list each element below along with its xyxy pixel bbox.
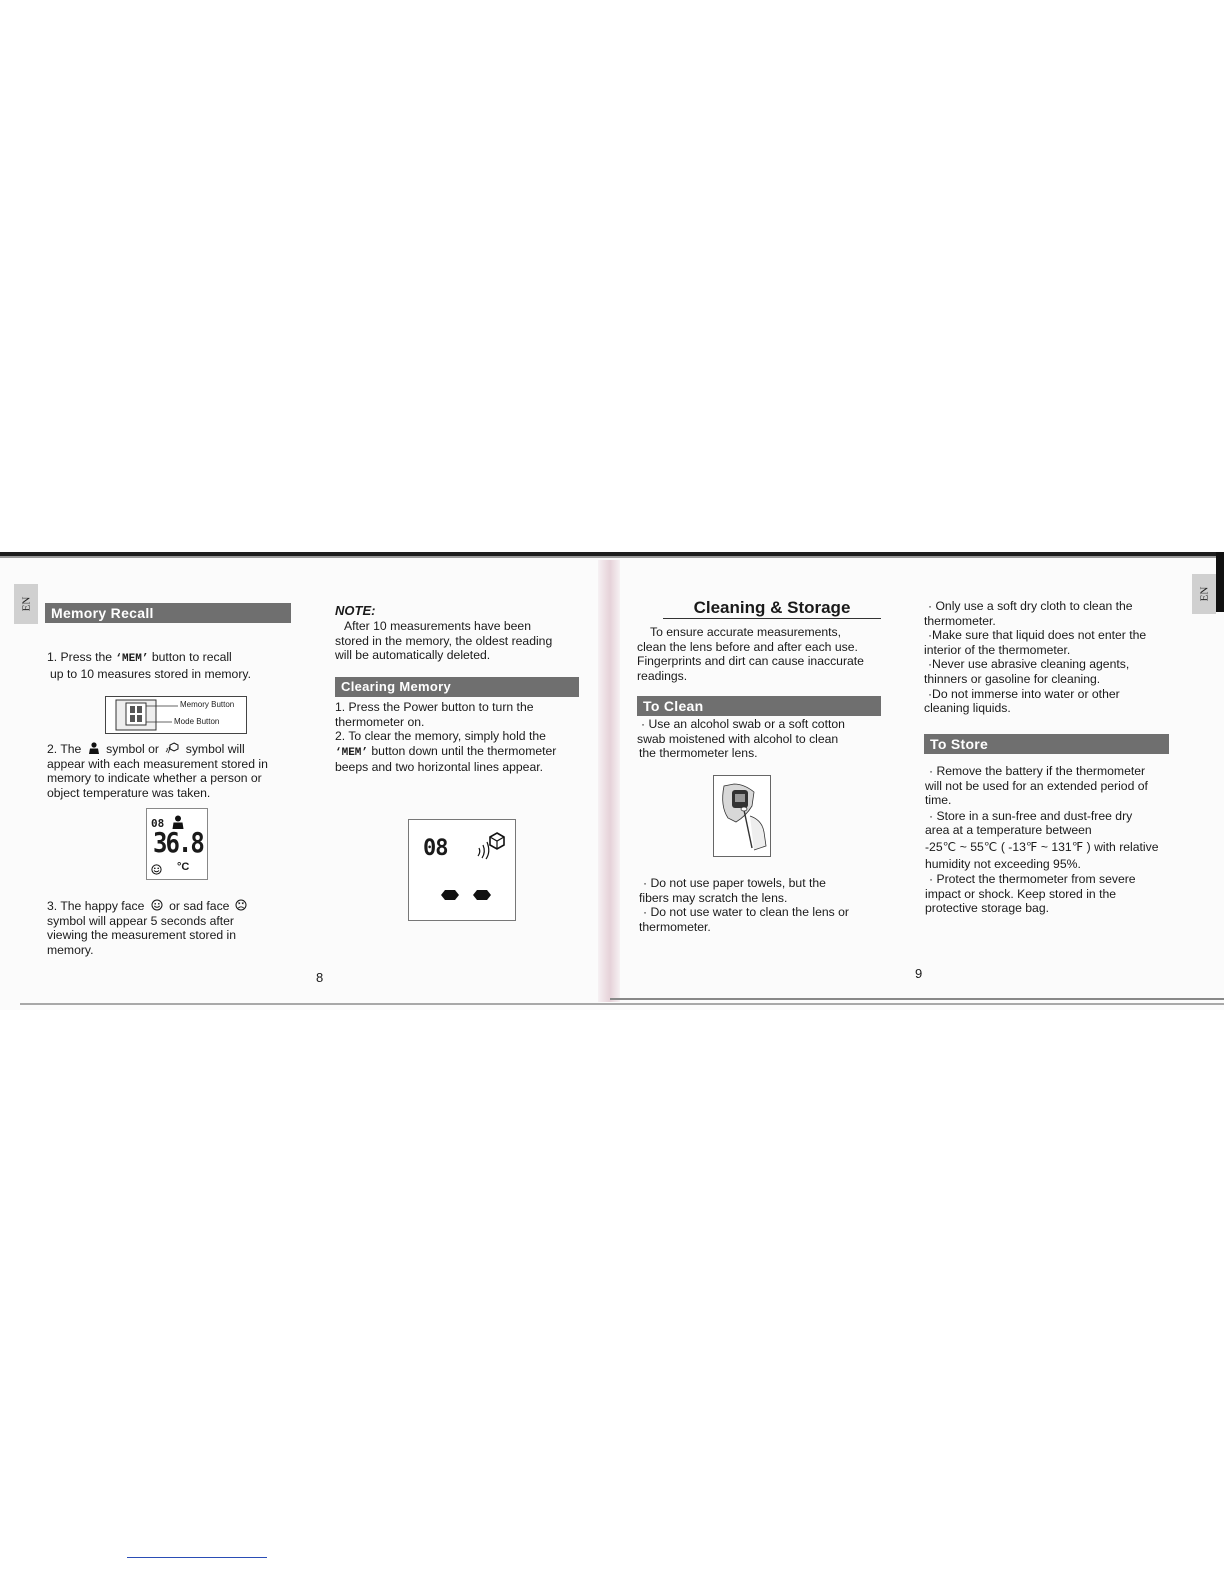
cbullet-line-7: ·Do not immerse into water or other: [928, 686, 1120, 701]
intro-line-4: readings.: [637, 668, 688, 683]
store-line-5: area at a temperature between: [925, 823, 1092, 838]
store-line-4: · Store in a sun-free and dust-free dry: [929, 808, 1133, 823]
lcd-happy-face-icon: [151, 864, 162, 875]
button-diagram: [105, 696, 247, 734]
page-bottom-edge: [20, 1003, 1224, 1005]
cbullet-line-3: ·Make sure that liquid does not enter the: [928, 628, 1147, 643]
memory-button-label: Memory Button: [180, 700, 235, 709]
lcd-display-reading: [146, 808, 208, 880]
cleaning-bullets: [924, 599, 1192, 716]
right-edge-strip: [1216, 552, 1224, 612]
page-number-right: 9: [915, 966, 923, 981]
to-clean-warnings: [639, 876, 909, 934]
intro-line-1: To ensure accurate measurements,: [650, 625, 842, 639]
step3-text-d: viewing the measurement stored in: [47, 928, 237, 943]
warn-line-3: · Do not use water to clean the lens or: [643, 905, 849, 920]
step2-text-d: appear with each measurement stored in: [47, 756, 268, 771]
page-bottom-edge-right: [610, 998, 1224, 1000]
person-icon: [88, 742, 100, 754]
step3-text-b: or sad face: [169, 899, 230, 913]
to-clean-body: [637, 717, 907, 761]
clean-line-1: · Use an alcohol swab or a soft cotton: [641, 717, 845, 731]
page-number-left: 8: [316, 970, 324, 985]
memory-recall-step2: [47, 742, 307, 800]
to-store-heading: To Store: [924, 734, 1169, 754]
store-line-7: humidity not exceeding 95%.: [925, 856, 1081, 871]
clear-line-4: button down until the thermometer: [368, 743, 557, 758]
cleaning-storage-title: Cleaning & Storage: [693, 598, 851, 617]
happy-face-icon: [151, 899, 163, 911]
cbullet-line-8: cleaning liquids.: [924, 701, 1011, 716]
clear-line-2: thermometer on.: [335, 714, 425, 729]
language-tab-left: [14, 584, 38, 624]
to-clean-heading: To Clean: [637, 696, 881, 716]
clear-line-1: 1. Press the Power button to turn the: [335, 700, 534, 714]
clear-line-5: beeps and two horizontal lines appear.: [335, 760, 544, 775]
mode-button-label: Mode Button: [174, 717, 220, 726]
intro-line-3: Fingerprints and dirt can cause inaccurate: [637, 654, 864, 669]
store-line-10: protective storage bag.: [925, 901, 1049, 916]
step2-text-f: object temperature was taken.: [47, 785, 211, 800]
clear-mem-label: ‘MEM’: [335, 746, 369, 759]
lcd-mem-indicator: 08: [151, 817, 165, 830]
store-line-6: -25℃ ~ 55℃ ( -13℉ ~ 131℉ ) with relative: [925, 839, 1159, 854]
clean-line-3: the thermometer lens.: [639, 746, 758, 761]
clear-line-3: 2. To clear the memory, simply hold the: [335, 729, 546, 744]
step1-text-c: up to 10 measures stored in memory.: [50, 666, 251, 681]
lcd-dash-lines-icon: [439, 888, 509, 902]
lcd-object-icon: [475, 830, 507, 860]
page-top-shadow: [0, 556, 1224, 558]
note-body: [335, 619, 595, 663]
language-tab-right-label: EN: [1197, 586, 1210, 602]
object-icon: [165, 742, 179, 754]
step2-text-c: symbol will: [185, 742, 245, 756]
step3-text-c: symbol will appear 5 seconds after: [47, 913, 234, 928]
clearing-memory-heading: Clearing Memory: [335, 677, 579, 697]
cleaning-illustration: [713, 775, 771, 857]
note-line-3: will be automatically deleted.: [335, 648, 491, 663]
store-line-1: · Remove the battery if the thermometer: [929, 764, 1146, 778]
cbullet-line-1: · Only use a soft dry cloth to clean the: [928, 599, 1133, 613]
step2-text-e: memory to indicate whether a person or: [47, 771, 262, 786]
step2-text-b: symbol or: [106, 742, 159, 756]
step2-text-a: 2. The: [47, 742, 82, 756]
warn-line-2: fibers may scratch the lens.: [639, 890, 788, 905]
store-line-2: will not be used for an extended period of: [925, 778, 1148, 793]
language-tab-right: [1192, 574, 1216, 614]
note-line-1: After 10 measurements have been: [344, 619, 531, 633]
memory-recall-heading: Memory Recall: [45, 603, 291, 623]
warn-line-4: thermometer.: [639, 919, 711, 934]
to-store-body: [925, 764, 1193, 916]
lcd-unit: °C: [177, 861, 190, 873]
note-heading: NOTE:: [335, 603, 376, 618]
warn-line-1: · Do not use paper towels, but the: [643, 876, 826, 890]
step1-mem-label: ‘MEM’: [115, 653, 149, 665]
clearing-memory-body: [335, 700, 595, 775]
intro-line-2: clean the lens before and after each use.: [637, 639, 858, 654]
cbullet-line-6: thinners or gasoline for cleaning.: [924, 671, 1101, 686]
cleaning-intro: [637, 625, 907, 683]
step1-text-b: button to recall: [148, 650, 232, 664]
title-underline: [663, 618, 881, 619]
sad-face-icon: [235, 899, 247, 911]
lcd-reading: 36.8: [153, 826, 203, 860]
note-line-2: stored in the memory, the oldest reading: [335, 633, 553, 648]
language-tab-left-label: EN: [19, 596, 32, 612]
cbullet-line-5: ·Never use abrasive cleaning agents,: [928, 657, 1130, 672]
step3-text-e: memory.: [47, 942, 94, 957]
memory-recall-step3: [47, 899, 307, 957]
store-line-3: time.: [925, 793, 952, 808]
booklet-spine: [598, 560, 620, 1002]
memory-recall-step1: [47, 650, 297, 681]
cbullet-line-2: thermometer.: [924, 613, 996, 628]
lcd-cleared-mem-indicator: 08: [423, 836, 448, 861]
cbullet-line-4: interior of the thermometer.: [924, 642, 1071, 657]
swab-cleaning-icon: [714, 776, 770, 856]
footer-link-underline: [127, 1557, 267, 1558]
step3-text-a: 3. The happy face: [47, 899, 145, 913]
lcd-display-cleared: [408, 819, 516, 921]
store-line-8: · Protect the thermometer from severe: [929, 872, 1136, 887]
clean-line-2: swab moistened with alcohol to clean: [637, 731, 839, 746]
step1-text-a: 1. Press the: [47, 650, 116, 664]
store-line-9: impact or shock. Keep stored in the: [925, 886, 1117, 901]
